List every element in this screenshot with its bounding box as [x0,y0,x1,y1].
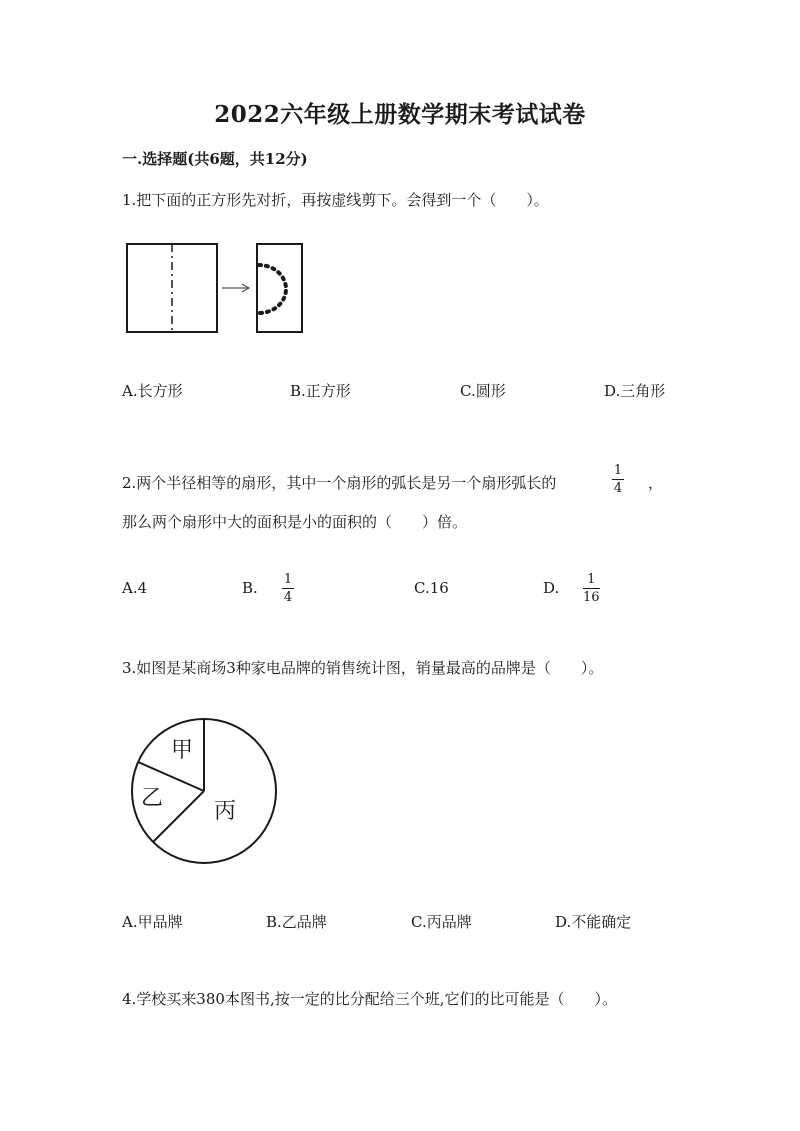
pie-label-yi: 乙 [140,786,164,811]
folding-diagram [122,238,307,338]
q1-option-b[interactable]: B.正方形 [290,382,351,400]
fraction-bar [583,588,600,589]
question-2-line2: 那么两个扇形中大的面积是小的面积的（ ）倍。 [122,513,468,531]
q2-option-d-fraction[interactable] [583,572,600,605]
section-heading: 一.选择题(共6题，共12分) [122,150,308,168]
q2-option-b-fraction[interactable] [282,572,294,605]
q1-option-c[interactable]: C.圆形 [460,382,506,400]
q2-fraction-denominator: 4 [613,481,623,496]
q3-option-b[interactable]: B.乙品牌 [266,913,327,931]
q2-comma: ， [648,474,664,492]
q3-option-c[interactable]: C.丙品牌 [411,913,472,931]
q2-option-a[interactable]: A.4 [122,579,148,597]
pie-label-jia: 甲 [170,738,194,763]
cut-curve [259,265,286,313]
q2-option-d-numerator: 1 [587,572,596,587]
q2-option-d-denominator: 16 [583,590,600,605]
q2-option-d-label[interactable]: D. [543,579,560,597]
pie-diagram [122,712,282,867]
q3-option-a[interactable]: A.甲品牌 [122,913,183,931]
q1-option-d[interactable]: D.三角形 [604,382,666,400]
folded-rectangle [257,244,302,332]
question-4-text: 4.学校买来380本图书,按一定的比分配给三个班,它们的比可能是（ ）。 [122,990,617,1008]
q2-option-b-denominator: 4 [283,590,293,605]
fraction-bar [282,588,294,589]
q1-option-a[interactable]: A.长方形 [122,382,183,400]
q2-option-c[interactable]: C.16 [414,579,449,597]
q3-option-d[interactable]: D.不能确定 [555,913,632,931]
q2-option-b-label[interactable]: B. [242,579,258,597]
q2-fraction-numerator: 1 [613,463,623,478]
question-3-text: 3.如图是某商场3种家电品牌的销售统计图，销量最高的品牌是（ ）。 [122,659,604,677]
question-2-line1: 2.两个半径相等的扇形，其中一个扇形的弧长是另一个扇形弧长的 [122,474,557,492]
question-1-text: 1.把下面的正方形先对折，再按虚线剪下。会得到一个（ ）。 [122,191,549,209]
pie-label-bing: 丙 [213,799,237,824]
q2-fraction [612,463,624,496]
fraction-bar [612,479,624,480]
q2-option-b-numerator: 1 [283,572,293,587]
page-title: 2022六年级上册数学期末考试试卷 [214,101,586,128]
